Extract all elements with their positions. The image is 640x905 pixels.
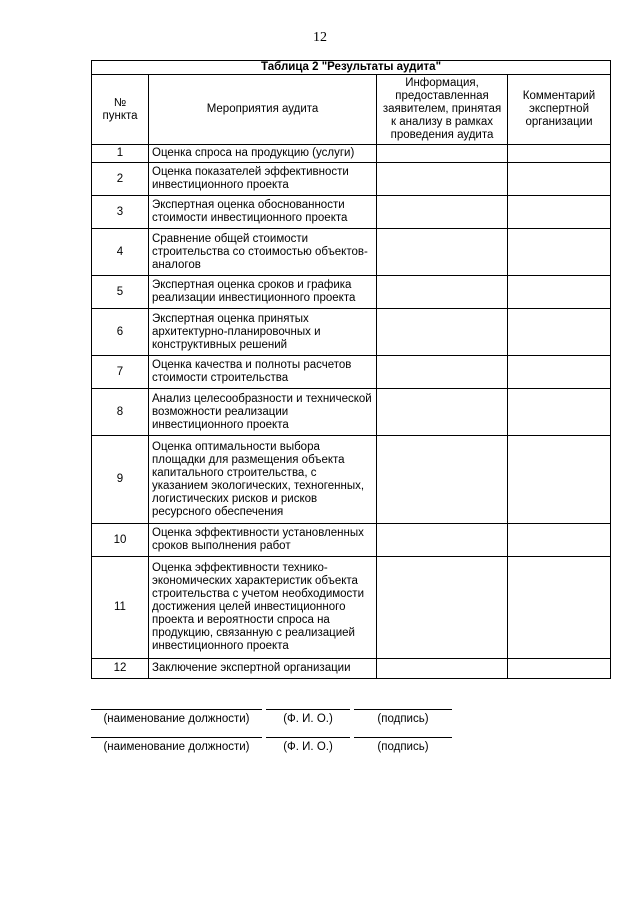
row-info-cell bbox=[377, 163, 508, 196]
table-row bbox=[92, 163, 611, 196]
table-row bbox=[92, 356, 611, 389]
table-row bbox=[92, 436, 611, 524]
row-info-cell bbox=[377, 524, 508, 557]
row-activity: Заключение экспертной организации bbox=[149, 659, 377, 679]
table-row bbox=[92, 196, 611, 229]
row-comment-cell bbox=[508, 356, 611, 389]
table-row bbox=[92, 229, 611, 276]
page-number: 12 bbox=[313, 30, 327, 45]
row-number: 9 bbox=[92, 436, 149, 524]
row-comment-cell bbox=[508, 229, 611, 276]
row-comment-cell bbox=[508, 276, 611, 309]
row-comment-cell bbox=[508, 524, 611, 557]
row-number: 3 bbox=[92, 196, 149, 229]
header-item-number: № пункта bbox=[92, 75, 149, 145]
row-comment-cell bbox=[508, 145, 611, 163]
table-row bbox=[92, 659, 611, 679]
full-name-caption: (Ф. И. О.) bbox=[266, 737, 350, 755]
row-number: 1 bbox=[92, 145, 149, 163]
row-comment-cell bbox=[508, 309, 611, 356]
row-number: 11 bbox=[92, 557, 149, 659]
table-row bbox=[92, 145, 611, 163]
row-info-cell bbox=[377, 229, 508, 276]
row-info-cell bbox=[377, 436, 508, 524]
table-row bbox=[92, 309, 611, 356]
row-activity: Сравнение общей стоимости строительства со стоимостью объектов-аналогов bbox=[149, 229, 377, 276]
row-activity: Экспертная оценка обоснованности стоимости инвестиционного проекта bbox=[149, 196, 377, 229]
row-comment-cell bbox=[508, 557, 611, 659]
position-caption: (наименование должности) bbox=[91, 709, 262, 727]
row-info-cell bbox=[377, 389, 508, 436]
row-activity: Экспертная оценка принятых архитектурно-планировочных и конструктивных решений bbox=[149, 309, 377, 356]
row-comment-cell bbox=[508, 436, 611, 524]
row-number: 7 bbox=[92, 356, 149, 389]
position-caption: (наименование должности) bbox=[91, 737, 262, 755]
row-comment-cell bbox=[508, 389, 611, 436]
row-info-cell bbox=[377, 659, 508, 679]
header-applicant-information: Информация, предоставленная заявителем, принятая к анализу в рамках проведения аудита bbox=[377, 75, 508, 145]
row-info-cell bbox=[377, 557, 508, 659]
row-number: 12 bbox=[92, 659, 149, 679]
row-number: 10 bbox=[92, 524, 149, 557]
row-comment-cell bbox=[508, 163, 611, 196]
row-info-cell bbox=[377, 145, 508, 163]
table-row bbox=[92, 389, 611, 436]
header-audit-activities: Мероприятия аудита bbox=[149, 75, 377, 145]
row-number: 4 bbox=[92, 229, 149, 276]
signature-caption: (подпись) bbox=[354, 737, 452, 755]
row-activity: Оценка эффективности установленных сроков выполнения работ bbox=[149, 524, 377, 557]
row-comment-cell bbox=[508, 659, 611, 679]
row-activity: Оценка качества и полноты расчетов стоимости строительства bbox=[149, 356, 377, 389]
row-number: 5 bbox=[92, 276, 149, 309]
table-row bbox=[92, 276, 611, 309]
row-activity: Оценка спроса на продукцию (услуги) bbox=[149, 145, 377, 163]
row-info-cell bbox=[377, 356, 508, 389]
row-info-cell bbox=[377, 196, 508, 229]
row-activity: Анализ целесообразности и технической возможности реализации инвестиционного проекта bbox=[149, 389, 377, 436]
row-comment-cell bbox=[508, 196, 611, 229]
full-name-caption: (Ф. И. О.) bbox=[266, 709, 350, 727]
row-number: 8 bbox=[92, 389, 149, 436]
row-number: 2 bbox=[92, 163, 149, 196]
row-info-cell bbox=[377, 309, 508, 356]
row-activity: Экспертная оценка сроков и графика реализации инвестиционного проекта bbox=[149, 276, 377, 309]
table-row bbox=[92, 557, 611, 659]
table-title: Таблица 2 "Результаты аудита" bbox=[92, 61, 611, 75]
table-row bbox=[92, 524, 611, 557]
row-activity: Оценка показателей эффективности инвестиционного проекта bbox=[149, 163, 377, 196]
row-activity: Оценка оптимальности выбора площадки для размещения объекта капитального строительства, с указанием экологических, техногенных, логистических рисков и рисков ресурсного обеспечения bbox=[149, 436, 377, 524]
signature-caption: (подпись) bbox=[354, 709, 452, 727]
audit-results-table bbox=[91, 60, 611, 679]
row-activity: Оценка эффективности технико-экономических характеристик объекта строительства с учетом необходимости достижения целей инвестиционного проекта и вероятности спроса на продукцию, связанную с реализацией инвестиционного проекта bbox=[149, 557, 377, 659]
row-number: 6 bbox=[92, 309, 149, 356]
row-info-cell bbox=[377, 276, 508, 309]
header-expert-comment: Комментарий экспертной организации bbox=[508, 75, 611, 145]
